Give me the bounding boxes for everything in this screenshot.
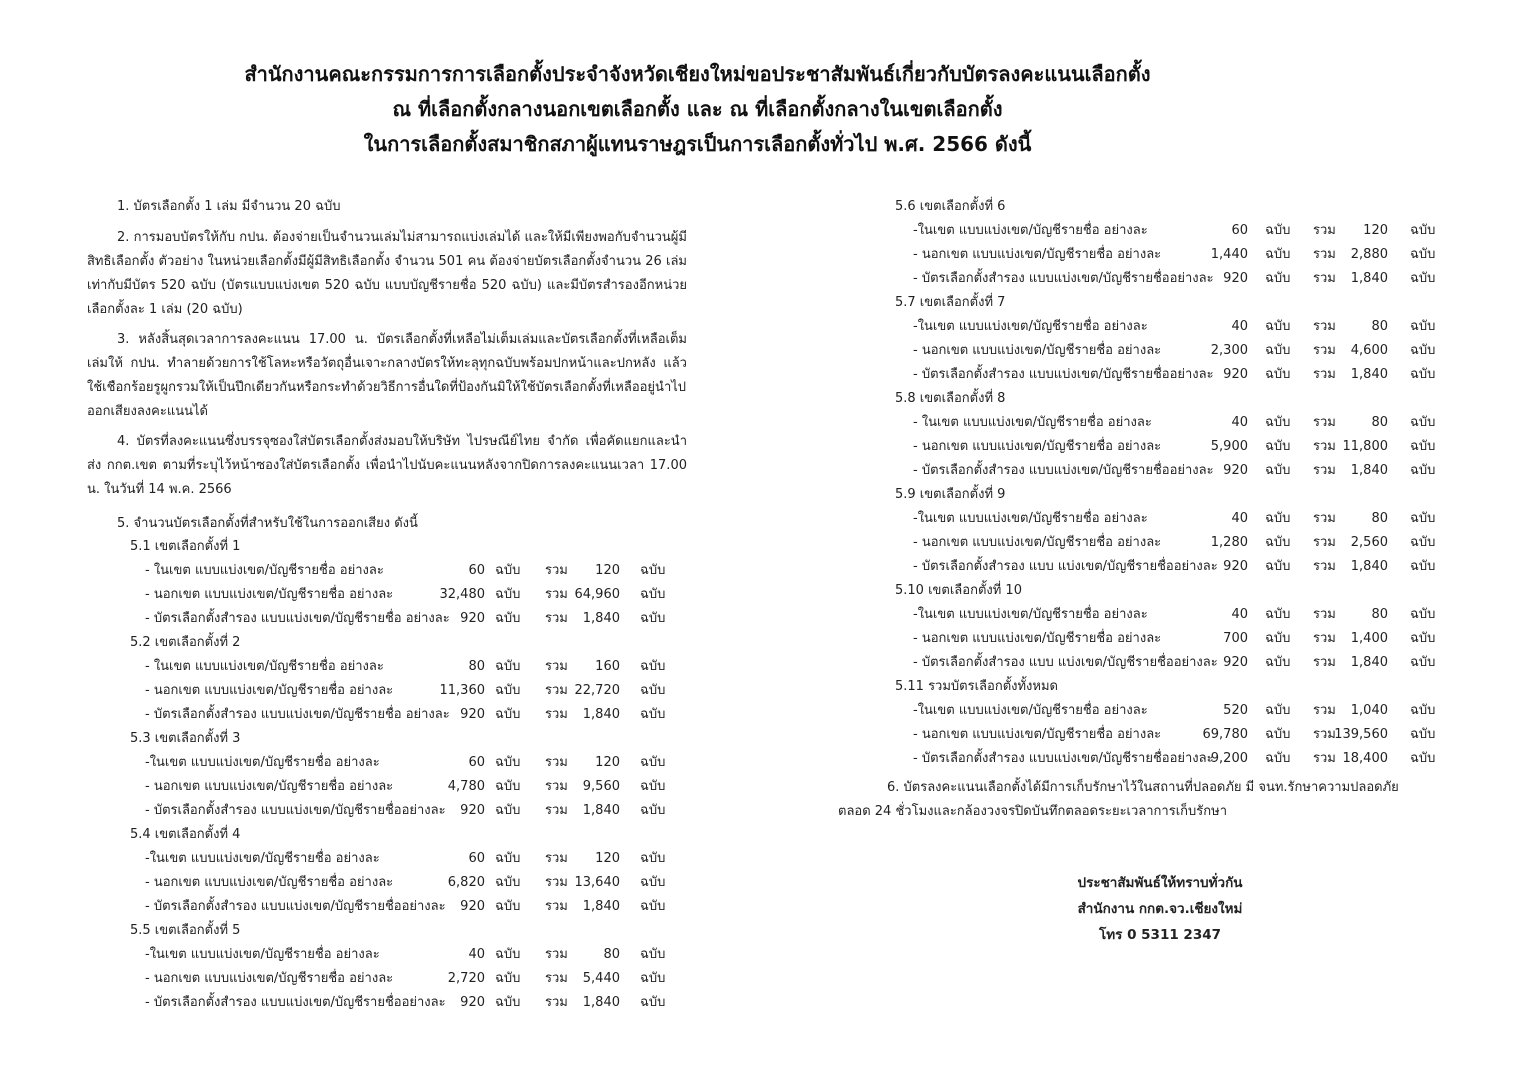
- row-unit: ฉบับ: [1265, 223, 1291, 238]
- row-total: 64,960: [574, 587, 620, 602]
- row-label: - บัตรเลือกตั้งสำรอง แบบแบ่งเขต/บัญชีรายชื่อ อย่างละ: [145, 611, 450, 626]
- row-unit: ฉบับ: [495, 707, 521, 722]
- row-unit: ฉบับ: [495, 563, 521, 578]
- row-total-label: รวม: [1313, 223, 1336, 238]
- row-quantity: 40: [1231, 415, 1248, 430]
- row-total-label: รวม: [545, 779, 568, 794]
- row-total-label: รวม: [1313, 319, 1336, 334]
- row-total-label: รวม: [545, 899, 568, 914]
- district-heading: 5.11 รวมบัตรเลือกตั้งทั้งหมด: [895, 679, 1058, 694]
- row-total-label: รวม: [545, 803, 568, 818]
- row-total-unit: ฉบับ: [1410, 463, 1436, 478]
- district-heading: 5.2 เขตเลือกตั้งที่ 2: [130, 635, 241, 650]
- item-6-line-1: 6. บัตรลงคะแนนเลือกตั้งได้มีการเก็บรักษาไว้ในสถานที่ปลอดภัย มี จนท.รักษาความปลอดภัย: [887, 780, 1399, 795]
- row-total: 1,840: [582, 899, 620, 914]
- row-unit: ฉบับ: [495, 611, 521, 626]
- row-total-unit: ฉบับ: [640, 779, 666, 794]
- row-total: 120: [595, 851, 620, 866]
- row-label: - บัตรเลือกตั้งสำรอง แบบแบ่งเขต/บัญชีรายชื่ออย่างละ: [913, 271, 1214, 286]
- row-total: 2,880: [1350, 247, 1388, 262]
- row-quantity: 2,720: [447, 971, 485, 986]
- row-total-label: รวม: [1313, 439, 1336, 454]
- row-label: - บัตรเลือกตั้งสำรอง แบบแบ่งเขต/บัญชีรายชื่อ อย่างละ: [145, 707, 450, 722]
- row-total-label: รวม: [545, 659, 568, 674]
- row-total-unit: ฉบับ: [640, 587, 666, 602]
- row-total: 1,040: [1350, 703, 1388, 718]
- row-label: - บัตรเลือกตั้งสำรอง แบบ แบ่งเขต/บัญชีรายชื่ออย่างละ: [913, 655, 1218, 670]
- row-unit: ฉบับ: [1265, 463, 1291, 478]
- row-total-label: รวม: [545, 851, 568, 866]
- row-unit: ฉบับ: [495, 899, 521, 914]
- row-quantity: 920: [1223, 463, 1248, 478]
- row-quantity: 60: [468, 851, 485, 866]
- row-total-label: รวม: [545, 707, 568, 722]
- row-quantity: 2,300: [1210, 343, 1248, 358]
- row-total-unit: ฉบับ: [1410, 247, 1436, 262]
- row-label: - นอกเขต แบบแบ่งเขต/บัญชีรายชื่อ อย่างละ: [145, 875, 394, 890]
- row-unit: ฉบับ: [1265, 511, 1291, 526]
- row-total-label: รวม: [545, 947, 568, 962]
- row-total: 80: [603, 947, 620, 962]
- row-total-unit: ฉบับ: [1410, 223, 1436, 238]
- row-label: -ในเขต แบบแบ่งเขต/บัญชีรายชื่อ อย่างละ: [145, 851, 380, 866]
- row-total-label: รวม: [545, 995, 568, 1010]
- row-total-unit: ฉบับ: [640, 851, 666, 866]
- row-total: 120: [595, 563, 620, 578]
- row-quantity: 1,440: [1210, 247, 1248, 262]
- row-total-unit: ฉบับ: [1410, 727, 1436, 742]
- row-quantity: 32,480: [439, 587, 485, 602]
- row-total-unit: ฉบับ: [640, 947, 666, 962]
- row-label: -ในเขต แบบแบ่งเขต/บัญชีรายชื่อ อย่างละ: [145, 755, 380, 770]
- row-total-unit: ฉบับ: [640, 899, 666, 914]
- row-total-unit: ฉบับ: [640, 707, 666, 722]
- row-quantity: 9,200: [1210, 751, 1248, 766]
- row-unit: ฉบับ: [495, 803, 521, 818]
- row-label: - บัตรเลือกตั้งสำรอง แบบแบ่งเขต/บัญชีรายชื่ออย่างละ: [145, 899, 446, 914]
- district-heading: 5.6 เขตเลือกตั้งที่ 6: [895, 199, 1006, 214]
- row-total-unit: ฉบับ: [1410, 559, 1436, 574]
- row-total-label: รวม: [545, 563, 568, 578]
- row-unit: ฉบับ: [1265, 415, 1291, 430]
- row-total-label: รวม: [545, 587, 568, 602]
- row-total: 120: [595, 755, 620, 770]
- row-total: 1,840: [582, 995, 620, 1010]
- row-unit: ฉบับ: [495, 779, 521, 794]
- row-unit: ฉบับ: [1265, 727, 1291, 742]
- row-total: 1,840: [1350, 463, 1388, 478]
- row-quantity: 60: [468, 755, 485, 770]
- row-total-label: รวม: [545, 971, 568, 986]
- row-total: 1,840: [1350, 271, 1388, 286]
- row-total: 80: [1371, 415, 1388, 430]
- row-quantity: 40: [1231, 607, 1248, 622]
- row-total-unit: ฉบับ: [640, 875, 666, 890]
- row-quantity: 920: [460, 899, 485, 914]
- row-total-label: รวม: [1313, 367, 1336, 382]
- row-total-unit: ฉบับ: [1410, 511, 1436, 526]
- row-label: - นอกเขต แบบแบ่งเขต/บัญชีรายชื่อ อย่างละ: [145, 587, 394, 602]
- row-total: 18,400: [1342, 751, 1388, 766]
- row-total-unit: ฉบับ: [1410, 607, 1436, 622]
- row-unit: ฉบับ: [495, 947, 521, 962]
- item-6-line-2: ตลอด 24 ชั่วโมงและกล้องวงจรปิดบันทึกตลอดระยะเวลาการเก็บรักษา: [838, 804, 1228, 819]
- row-total-unit: ฉบับ: [1410, 319, 1436, 334]
- row-quantity: 920: [1223, 559, 1248, 574]
- row-quantity: 920: [1223, 271, 1248, 286]
- row-unit: ฉบับ: [1265, 439, 1291, 454]
- row-quantity: 40: [468, 947, 485, 962]
- row-quantity: 4,780: [447, 779, 485, 794]
- row-total: 4,600: [1350, 343, 1388, 358]
- signature-line-1: ประชาสัมพันธ์ให้ทราบทั่วกัน: [1077, 875, 1243, 891]
- row-unit: ฉบับ: [1265, 751, 1291, 766]
- district-heading: 5.8 เขตเลือกตั้งที่ 8: [895, 391, 1006, 406]
- row-unit: ฉบับ: [495, 875, 521, 890]
- row-quantity: 920: [460, 611, 485, 626]
- row-label: -ในเขต แบบแบ่งเขต/บัญชีรายชื่อ อย่างละ: [913, 607, 1148, 622]
- row-quantity: 920: [1223, 655, 1248, 670]
- row-label: - ในเขต แบบแบ่งเขต/บัญชีรายชื่อ อย่างละ: [145, 659, 384, 674]
- row-unit: ฉบับ: [495, 971, 521, 986]
- row-unit: ฉบับ: [495, 659, 521, 674]
- item-4: 4. บัตรที่ลงคะแนนซึ่งบรรจุซองใส่บัตรเลือกตั้งส่งมอบให้บริษัท ไปรษณีย์ไทย จำกัด เพื่อคัดแยกและนำส่ง กกต.เขต ตามที่ระบุไว้หน้าซองใส่บัตรเลือกตั้ง เพื่อนำไปนับคะแนนหลังจากปิดการลงคะแนนเวลา 17.00 น. ในวันที่ 14 พ.ค. 2566: [87, 434, 687, 497]
- row-unit: ฉบับ: [495, 683, 521, 698]
- row-quantity: 1,280: [1210, 535, 1248, 550]
- row-unit: ฉบับ: [1265, 559, 1291, 574]
- row-total-label: รวม: [1313, 247, 1336, 262]
- district-heading: 5.3 เขตเลือกตั้งที่ 3: [130, 731, 241, 746]
- row-quantity: 5,900: [1210, 439, 1248, 454]
- row-quantity: 920: [460, 707, 485, 722]
- row-total-unit: ฉบับ: [1410, 415, 1436, 430]
- row-total-label: รวม: [545, 611, 568, 626]
- row-total-unit: ฉบับ: [640, 755, 666, 770]
- row-unit: ฉบับ: [1265, 655, 1291, 670]
- row-total-label: รวม: [545, 755, 568, 770]
- row-total: 120: [1363, 223, 1388, 238]
- row-label: - บัตรเลือกตั้งสำรอง แบบ แบ่งเขต/บัญชีรายชื่ออย่างละ: [913, 559, 1218, 574]
- title-line-2: ณ ที่เลือกตั้งกลางนอกเขตเลือกตั้ง และ ณ ที่เลือกตั้งกลางในเขตเลือกตั้ง: [392, 97, 1003, 121]
- signature-phone: โทร 0 5311 2347: [1098, 927, 1222, 943]
- row-total: 1,840: [1350, 367, 1388, 382]
- row-total-unit: ฉบับ: [640, 683, 666, 698]
- row-total-label: รวม: [1313, 463, 1336, 478]
- item-5-heading: 5. จำนวนบัตรเลือกตั้งที่สำหรับใช้ในการออกเสียง ดังนี้: [117, 516, 418, 531]
- row-total: 1,840: [1350, 655, 1388, 670]
- row-total: 1,400: [1350, 631, 1388, 646]
- row-quantity: 700: [1223, 631, 1248, 646]
- row-total-label: รวม: [1313, 631, 1336, 646]
- row-total-unit: ฉบับ: [640, 659, 666, 674]
- row-total: 139,560: [1334, 727, 1388, 742]
- row-quantity: 69,780: [1202, 727, 1248, 742]
- row-total-label: รวม: [1313, 271, 1336, 286]
- row-total: 22,720: [574, 683, 620, 698]
- row-total-label: รวม: [1313, 535, 1336, 550]
- row-total-label: รวม: [1313, 415, 1336, 430]
- row-total-label: รวม: [1313, 727, 1336, 742]
- row-label: - นอกเขต แบบแบ่งเขต/บัญชีรายชื่อ อย่างละ: [913, 535, 1162, 550]
- row-unit: ฉบับ: [495, 587, 521, 602]
- row-label: - บัตรเลือกตั้งสำรอง แบบแบ่งเขต/บัญชีรายชื่ออย่างละ: [145, 995, 446, 1010]
- row-total-unit: ฉบับ: [640, 611, 666, 626]
- row-label: - นอกเขต แบบแบ่งเขต/บัญชีรายชื่อ อย่างละ: [145, 683, 394, 698]
- row-label: - นอกเขต แบบแบ่งเขต/บัญชีรายชื่อ อย่างละ: [145, 971, 394, 986]
- row-label: - ในเขต แบบแบ่งเขต/บัญชีรายชื่อ อย่างละ: [145, 563, 384, 578]
- row-unit: ฉบับ: [1265, 535, 1291, 550]
- row-unit: ฉบับ: [1265, 271, 1291, 286]
- item-3: 3. หลังสิ้นสุดเวลาการลงคะแนน 17.00 น. บัตรเลือกตั้งที่เหลือไม่เต็มเล่มและบัตรเลือกตั้งที่เหลือเต็มเล่มให้ กปน. ทำลายด้วยการใช้โลหะหรือวัตถุอื่นเจาะกลางบัตรให้ทะลุทุกฉบับพร้อมปกหน้าและปกหลัง แล้วใช้เชือกร้อยรูผูกรวมให้เป็นปึกเดียวกันหรือกระทำด้วยวิธีการอื่นใดที่ป้องกันมิให้ใช้บัตรเลือกตั้งที่เหลืออยู่นำไปออกเสียงลงคะแนนได้: [87, 332, 687, 419]
- row-unit: ฉบับ: [495, 851, 521, 866]
- row-quantity: 80: [468, 659, 485, 674]
- row-total-unit: ฉบับ: [1410, 271, 1436, 286]
- row-total: 13,640: [574, 875, 620, 890]
- row-total: 5,440: [582, 971, 620, 986]
- row-total-label: รวม: [545, 875, 568, 890]
- row-total-label: รวม: [1313, 703, 1336, 718]
- row-label: - ในเขต แบบแบ่งเขต/บัญชีรายชื่อ อย่างละ: [913, 415, 1152, 430]
- row-total: 1,840: [582, 707, 620, 722]
- row-quantity: 40: [1231, 319, 1248, 334]
- row-unit: ฉบับ: [1265, 607, 1291, 622]
- row-label: - บัตรเลือกตั้งสำรอง แบบแบ่งเขต/บัญชีรายชื่ออย่างละ: [913, 463, 1214, 478]
- row-unit: ฉบับ: [1265, 367, 1291, 382]
- row-unit: ฉบับ: [495, 995, 521, 1010]
- row-label: -ในเขต แบบแบ่งเขต/บัญชีรายชื่อ อย่างละ: [913, 703, 1148, 718]
- row-total: 11,800: [1342, 439, 1388, 454]
- row-label: - นอกเขต แบบแบ่งเขต/บัญชีรายชื่อ อย่างละ: [913, 727, 1162, 742]
- row-label: - นอกเขต แบบแบ่งเขต/บัญชีรายชื่อ อย่างละ: [145, 779, 394, 794]
- row-total: 1,840: [582, 803, 620, 818]
- row-total: 80: [1371, 511, 1388, 526]
- title-line-1: สำนักงานคณะกรรมการการเลือกตั้งประจำจังหวัดเชียงใหม่ขอประชาสัมพันธ์เกี่ยวกับบัตรลงคะแนนเลือกตั้ง: [244, 62, 1151, 86]
- row-total-label: รวม: [1313, 343, 1336, 358]
- district-heading: 5.7 เขตเลือกตั้งที่ 7: [895, 295, 1006, 310]
- row-total-label: รวม: [1313, 511, 1336, 526]
- row-quantity: 920: [460, 995, 485, 1010]
- row-quantity: 920: [1223, 367, 1248, 382]
- row-label: - บัตรเลือกตั้งสำรอง แบบแบ่งเขต/บัญชีรายชื่ออย่างละ: [913, 751, 1214, 766]
- row-unit: ฉบับ: [1265, 319, 1291, 334]
- row-total-unit: ฉบับ: [640, 995, 666, 1010]
- row-unit: ฉบับ: [1265, 343, 1291, 358]
- row-total: 80: [1371, 607, 1388, 622]
- signature-office: สำนักงาน กกต.จว.เชียงใหม่: [1077, 901, 1243, 917]
- row-total-unit: ฉบับ: [1410, 631, 1436, 646]
- row-total-label: รวม: [1313, 751, 1336, 766]
- row-total-unit: ฉบับ: [1410, 439, 1436, 454]
- row-total: 160: [595, 659, 620, 674]
- row-label: -ในเขต แบบแบ่งเขต/บัญชีรายชื่อ อย่างละ: [913, 319, 1148, 334]
- item-1: 1. บัตรเลือกตั้ง 1 เล่ม มีจำนวน 20 ฉบับ: [117, 199, 341, 214]
- row-label: -ในเขต แบบแบ่งเขต/บัญชีรายชื่อ อย่างละ: [145, 947, 380, 962]
- row-quantity: 520: [1223, 703, 1248, 718]
- row-label: -ในเขต แบบแบ่งเขต/บัญชีรายชื่อ อย่างละ: [913, 511, 1148, 526]
- row-label: - นอกเขต แบบแบ่งเขต/บัญชีรายชื่อ อย่างละ: [913, 631, 1162, 646]
- row-total: 1,840: [582, 611, 620, 626]
- row-total-unit: ฉบับ: [1410, 655, 1436, 670]
- row-quantity: 11,360: [439, 683, 485, 698]
- row-quantity: 60: [468, 563, 485, 578]
- item-2: 2. การมอบบัตรให้กับ กปน. ต้องจ่ายเป็นจำนวนเล่มไม่สามารถแบ่งเล่มได้ และให้มีเพียงพอกับจำนวนผู้มีสิทธิเลือกตั้ง ตัวอย่าง ในหน่วยเลือกตั้งมีผู้มีสิทธิเลือกตั้ง จำนวน 501 คน ต้องจ่ายบัตรเลือกตั้งจำนวน 26 เล่ม เท่ากับมีบัตร 520 ฉบับ (บัตรแบบแบ่งเขต 520 ฉบับ แบบบัญชีรายชื่อ 520 ฉบับ) และมีบัตรสำรองอีกหน่วยเลือกตั้งละ 1 เล่ม (20 ฉบับ): [87, 230, 687, 317]
- row-total-label: รวม: [1313, 607, 1336, 622]
- row-label: - นอกเขต แบบแบ่งเขต/บัญชีรายชื่อ อย่างละ: [913, 247, 1162, 262]
- row-unit: ฉบับ: [1265, 247, 1291, 262]
- row-unit: ฉบับ: [1265, 631, 1291, 646]
- row-label: - บัตรเลือกตั้งสำรอง แบบแบ่งเขต/บัญชีรายชื่ออย่างละ: [913, 367, 1214, 382]
- district-heading: 5.1 เขตเลือกตั้งที่ 1: [130, 539, 241, 554]
- row-total: 2,560: [1350, 535, 1388, 550]
- district-heading: 5.4 เขตเลือกตั้งที่ 4: [130, 827, 241, 842]
- row-total: 9,560: [582, 779, 620, 794]
- row-total-unit: ฉบับ: [640, 563, 666, 578]
- row-total-label: รวม: [545, 683, 568, 698]
- row-label: - นอกเขต แบบแบ่งเขต/บัญชีรายชื่อ อย่างละ: [913, 343, 1162, 358]
- row-total-unit: ฉบับ: [1410, 367, 1436, 382]
- row-label: -ในเขต แบบแบ่งเขต/บัญชีรายชื่อ อย่างละ: [913, 223, 1148, 238]
- row-quantity: 60: [1231, 223, 1248, 238]
- row-unit: ฉบับ: [1265, 703, 1291, 718]
- district-heading: 5.9 เขตเลือกตั้งที่ 9: [895, 487, 1006, 502]
- title-line-3: ในการเลือกตั้งสมาชิกสภาผู้แทนราษฎรเป็นการเลือกตั้งทั่วไป พ.ศ. 2566 ดังนี้: [363, 132, 1032, 156]
- row-total-unit: ฉบับ: [1410, 751, 1436, 766]
- row-quantity: 6,820: [447, 875, 485, 890]
- row-total: 1,840: [1350, 559, 1388, 574]
- row-label: - บัตรเลือกตั้งสำรอง แบบแบ่งเขต/บัญชีรายชื่ออย่างละ: [145, 803, 446, 818]
- row-total-unit: ฉบับ: [1410, 343, 1436, 358]
- district-heading: 5.10 เขตเลือกตั้งที่ 10: [895, 583, 1022, 598]
- signature-block: [1030, 870, 1290, 948]
- district-heading: 5.5 เขตเลือกตั้งที่ 5: [130, 923, 241, 938]
- row-quantity: 920: [460, 803, 485, 818]
- row-total-unit: ฉบับ: [1410, 703, 1436, 718]
- row-label: - นอกเขต แบบแบ่งเขต/บัญชีรายชื่อ อย่างละ: [913, 439, 1162, 454]
- row-quantity: 40: [1231, 511, 1248, 526]
- row-unit: ฉบับ: [495, 755, 521, 770]
- row-total-unit: ฉบับ: [640, 971, 666, 986]
- row-total-label: รวม: [1313, 559, 1336, 574]
- row-total-label: รวม: [1313, 655, 1336, 670]
- row-total-unit: ฉบับ: [640, 803, 666, 818]
- row-total-unit: ฉบับ: [1410, 535, 1436, 550]
- row-total: 80: [1371, 319, 1388, 334]
